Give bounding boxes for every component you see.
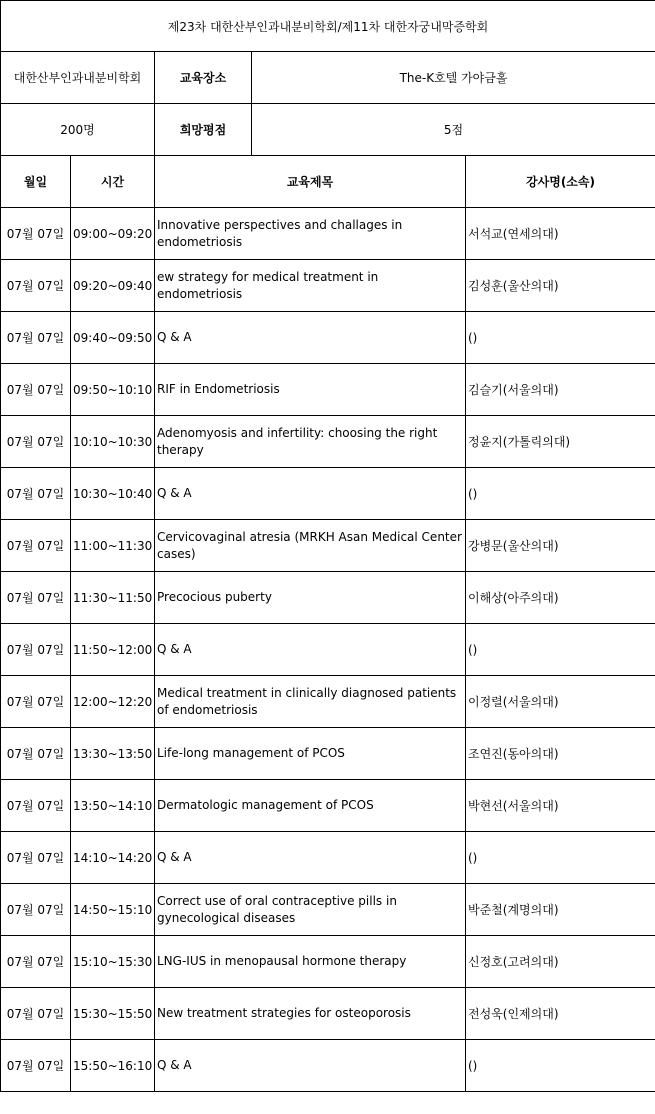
points-label: 희망평점 xyxy=(155,104,252,156)
table-row xyxy=(1,832,655,884)
table-row xyxy=(1,260,655,312)
row-speaker: 정윤지(가톨릭의대) xyxy=(466,416,655,468)
row-date: 07월 07일 xyxy=(1,624,71,676)
row-date: 07월 07일 xyxy=(1,832,71,884)
table-row xyxy=(1,520,655,572)
row-date: 07월 07일 xyxy=(1,312,71,364)
table-row xyxy=(1,208,655,260)
table-row xyxy=(1,988,655,1040)
row-date: 07월 07일 xyxy=(1,780,71,832)
table-row xyxy=(1,468,655,520)
row-speaker: () xyxy=(466,624,655,676)
row-date: 07월 07일 xyxy=(1,572,71,624)
row-speaker: 조연진(동아의대) xyxy=(466,728,655,780)
row-speaker: 김슬기(서울의대) xyxy=(466,364,655,416)
table-row xyxy=(1,728,655,780)
row-subject: New treatment strategies for osteoporosis xyxy=(155,988,466,1040)
header-row xyxy=(1,156,655,208)
row-time: 10:30~10:40 xyxy=(71,468,155,520)
row-speaker: () xyxy=(466,468,655,520)
table-row xyxy=(1,780,655,832)
row-time: 09:50~10:10 xyxy=(71,364,155,416)
row-date: 07월 07일 xyxy=(1,364,71,416)
row-time: 13:50~14:10 xyxy=(71,780,155,832)
row-subject: Q & A xyxy=(155,312,466,364)
row-time: 15:10~15:30 xyxy=(71,936,155,988)
row-time: 11:00~11:30 xyxy=(71,520,155,572)
capacity-row xyxy=(1,104,655,156)
row-speaker: 김성훈(울산의대) xyxy=(466,260,655,312)
table-row xyxy=(1,572,655,624)
row-date: 07월 07일 xyxy=(1,1040,71,1092)
table-row xyxy=(1,884,655,936)
row-speaker: 이정렬(서울의대) xyxy=(466,676,655,728)
row-subject: LNG-IUS in menopausal hormone therapy xyxy=(155,936,466,988)
table-row xyxy=(1,676,655,728)
row-time: 11:50~12:00 xyxy=(71,624,155,676)
table-row xyxy=(1,364,655,416)
row-subject: Correct use of oral contraceptive pills in gynecological diseases xyxy=(155,884,466,936)
row-speaker: 박현선(서울의대) xyxy=(466,780,655,832)
row-date: 07월 07일 xyxy=(1,884,71,936)
venue-value: The-K호텔 가야금홀 xyxy=(252,52,655,104)
row-time: 09:20~09:40 xyxy=(71,260,155,312)
row-time: 12:00~12:20 xyxy=(71,676,155,728)
table-row xyxy=(1,1040,655,1092)
header-date: 월일 xyxy=(1,156,71,208)
row-speaker: 전성욱(인제의대) xyxy=(466,988,655,1040)
title-row xyxy=(1,1,655,52)
row-date: 07월 07일 xyxy=(1,988,71,1040)
row-time: 13:30~13:50 xyxy=(71,728,155,780)
row-time: 09:40~09:50 xyxy=(71,312,155,364)
row-time: 10:10~10:30 xyxy=(71,416,155,468)
capacity-value: 200명 xyxy=(1,104,155,156)
row-speaker: 신정호(고려의대) xyxy=(466,936,655,988)
row-speaker: 박준철(계명의대) xyxy=(466,884,655,936)
row-subject: Q & A xyxy=(155,832,466,884)
row-subject: Precocious puberty xyxy=(155,572,466,624)
row-date: 07월 07일 xyxy=(1,520,71,572)
header-speaker: 강사명(소속) xyxy=(466,156,655,208)
row-subject: Innovative perspectives and challages in endometriosis xyxy=(155,208,466,260)
row-date: 07월 07일 xyxy=(1,260,71,312)
row-speaker: () xyxy=(466,832,655,884)
row-time: 11:30~11:50 xyxy=(71,572,155,624)
points-value: 5점 xyxy=(252,104,655,156)
row-subject: Medical treatment in clinically diagnosed patients of endometriosis xyxy=(155,676,466,728)
row-subject: Adenomyosis and infertility: choosing the right therapy xyxy=(155,416,466,468)
organizer: 대한산부인과내분비학회 xyxy=(1,52,155,104)
row-speaker: 이해상(아주의대) xyxy=(466,572,655,624)
row-time: 14:10~14:20 xyxy=(71,832,155,884)
row-subject: Life-long management of PCOS xyxy=(155,728,466,780)
row-date: 07월 07일 xyxy=(1,416,71,468)
row-subject: RIF in Endometriosis xyxy=(155,364,466,416)
row-subject: Dermatologic management of PCOS xyxy=(155,780,466,832)
row-speaker: 서석교(연세의대) xyxy=(466,208,655,260)
table-row xyxy=(1,936,655,988)
row-speaker: () xyxy=(466,312,655,364)
row-date: 07월 07일 xyxy=(1,468,71,520)
venue-row xyxy=(1,52,655,104)
row-date: 07월 07일 xyxy=(1,936,71,988)
row-date: 07월 07일 xyxy=(1,728,71,780)
header-time: 시간 xyxy=(71,156,155,208)
row-time: 15:50~16:10 xyxy=(71,1040,155,1092)
table-row xyxy=(1,312,655,364)
row-time: 15:30~15:50 xyxy=(71,988,155,1040)
row-subject: Q & A xyxy=(155,1040,466,1092)
row-subject: Cervicovaginal atresia (MRKH Asan Medical Center cases) xyxy=(155,520,466,572)
row-speaker: 강병문(울산의대) xyxy=(466,520,655,572)
row-date: 07월 07일 xyxy=(1,676,71,728)
row-time: 09:00~09:20 xyxy=(71,208,155,260)
event-title: 제23차 대한산부인과내분비학회/제11차 대한자궁내막증학회 xyxy=(1,1,655,52)
row-time: 14:50~15:10 xyxy=(71,884,155,936)
row-subject: Q & A xyxy=(155,468,466,520)
row-date: 07월 07일 xyxy=(1,208,71,260)
row-subject: ew strategy for medical treatment in endometriosis xyxy=(155,260,466,312)
row-subject: Q & A xyxy=(155,624,466,676)
row-speaker: () xyxy=(466,1040,655,1092)
header-subject: 교육제목 xyxy=(155,156,466,208)
table-row xyxy=(1,416,655,468)
table-row xyxy=(1,624,655,676)
venue-label: 교육장소 xyxy=(155,52,252,104)
